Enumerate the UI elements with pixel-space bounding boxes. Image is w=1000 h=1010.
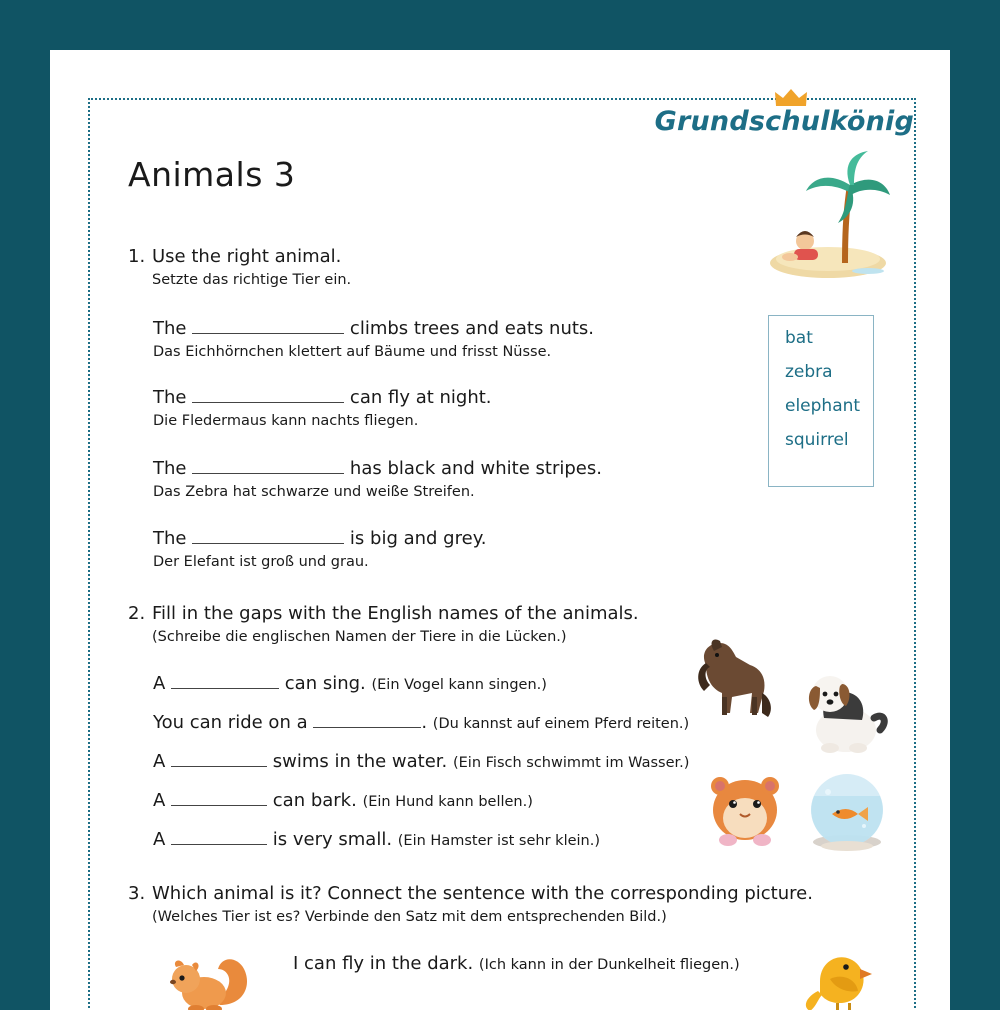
sentence-start: A (153, 751, 172, 772)
sentence-translation: (Ein Fisch schwimmt im Wasser.) (452, 755, 690, 771)
word-bank-box (768, 315, 874, 487)
task-2-item-1 (153, 712, 689, 733)
task-1-sub: Setzte das richtige Tier ein. (152, 272, 352, 288)
task-2-heading: Fill in the gaps with the English names of the animals. (152, 603, 639, 624)
sentence-translation: (Ein Hund kann bellen.) (362, 794, 533, 810)
sentence-start: A (153, 829, 172, 850)
task-1-item-3-de: Der Elefant ist groß und grau. (153, 554, 369, 570)
task-3-item-0 (293, 953, 740, 974)
sentence-translation: (Du kannst auf einem Pferd reiten.) (432, 716, 690, 732)
answer-blank[interactable] (192, 529, 344, 544)
page-title: Animals 3 (128, 155, 296, 194)
task-1-item-0-en (153, 318, 594, 339)
hamster-icon (700, 760, 790, 854)
sentence-translation: (Ein Vogel kann singen.) (371, 677, 547, 693)
sentence-translation: (Ein Hamster ist sehr klein.) (397, 833, 601, 849)
task-2-sub: (Schreibe die englischen Namen der Tiere in die Lücken.) (152, 629, 567, 645)
sentence-end: can sing. (279, 673, 372, 694)
task-3-sub: (Welches Tier ist es? Verbinde den Satz mit dem entsprechenden Bild.) (152, 909, 667, 925)
word-bank-item-3: squirrel (785, 430, 849, 450)
bird-icon (790, 935, 885, 1010)
answer-blank[interactable] (192, 388, 344, 403)
palm-island-icon (750, 145, 895, 294)
sentence-end: can bark. (267, 790, 363, 811)
sentence-start: The (153, 458, 193, 479)
answer-blank[interactable] (313, 713, 421, 728)
task-3-number: 3. (128, 883, 146, 904)
fishbowl-icon (792, 762, 902, 856)
sentence-start: The (153, 318, 193, 339)
sentence-end: is very small. (267, 829, 398, 850)
task-1-heading: Use the right animal. (152, 246, 342, 267)
sentence-end: climbs trees and eats nuts. (344, 318, 595, 339)
task-1-item-2-de: Das Zebra hat schwarze und weiße Streifen. (153, 484, 475, 500)
task-2-number: 2. (128, 603, 146, 624)
squirrel-icon (160, 935, 260, 1010)
task-2-item-0 (153, 673, 547, 694)
sentence-end: has black and white stripes. (344, 458, 602, 479)
word-bank-item-1: zebra (785, 362, 833, 382)
brand-name: Grundschulkönig (654, 106, 914, 137)
task-1-item-3-en (153, 528, 487, 549)
sentence-start: The (153, 387, 193, 408)
answer-blank[interactable] (171, 791, 267, 806)
answer-blank[interactable] (192, 459, 344, 474)
task-2-item-4 (153, 829, 600, 850)
brand-logo (655, 88, 914, 137)
horse-icon (670, 635, 780, 724)
sentence-start: The (153, 528, 193, 549)
sentence-translation: (Ich kann in der Dunkelheit fliegen.) (478, 957, 740, 973)
sentence-end: swims in the water. (267, 751, 453, 772)
sentence-end: . (421, 712, 433, 733)
task-1-item-0-de: Das Eichhörnchen klettert auf Bäume und frisst Nüsse. (153, 344, 552, 360)
answer-blank[interactable] (171, 752, 267, 767)
task-1-item-2-en (153, 458, 602, 479)
sentence-start: A (153, 673, 172, 694)
answer-blank[interactable] (192, 319, 344, 334)
sentence-start: You can ride on a (153, 712, 314, 733)
dog-icon (790, 660, 895, 759)
sentence-start: I can fly in the dark. (293, 953, 479, 974)
task-2-item-2 (153, 751, 689, 772)
task-1-item-1-en (153, 387, 492, 408)
task-1-item-1-de: Die Fledermaus kann nachts fliegen. (153, 413, 419, 429)
answer-blank[interactable] (171, 674, 279, 689)
word-bank-item-2: elephant (785, 396, 861, 416)
answer-blank[interactable] (171, 830, 267, 845)
worksheet-page (50, 50, 950, 1010)
sentence-start: A (153, 790, 172, 811)
word-bank-item-0: bat (785, 328, 813, 348)
task-1-number: 1. (128, 246, 146, 267)
task-2-item-3 (153, 790, 533, 811)
task-3-heading: Which animal is it? Connect the sentence with the corresponding picture. (152, 883, 813, 904)
sentence-end: can fly at night. (344, 387, 492, 408)
sentence-end: is big and grey. (344, 528, 487, 549)
